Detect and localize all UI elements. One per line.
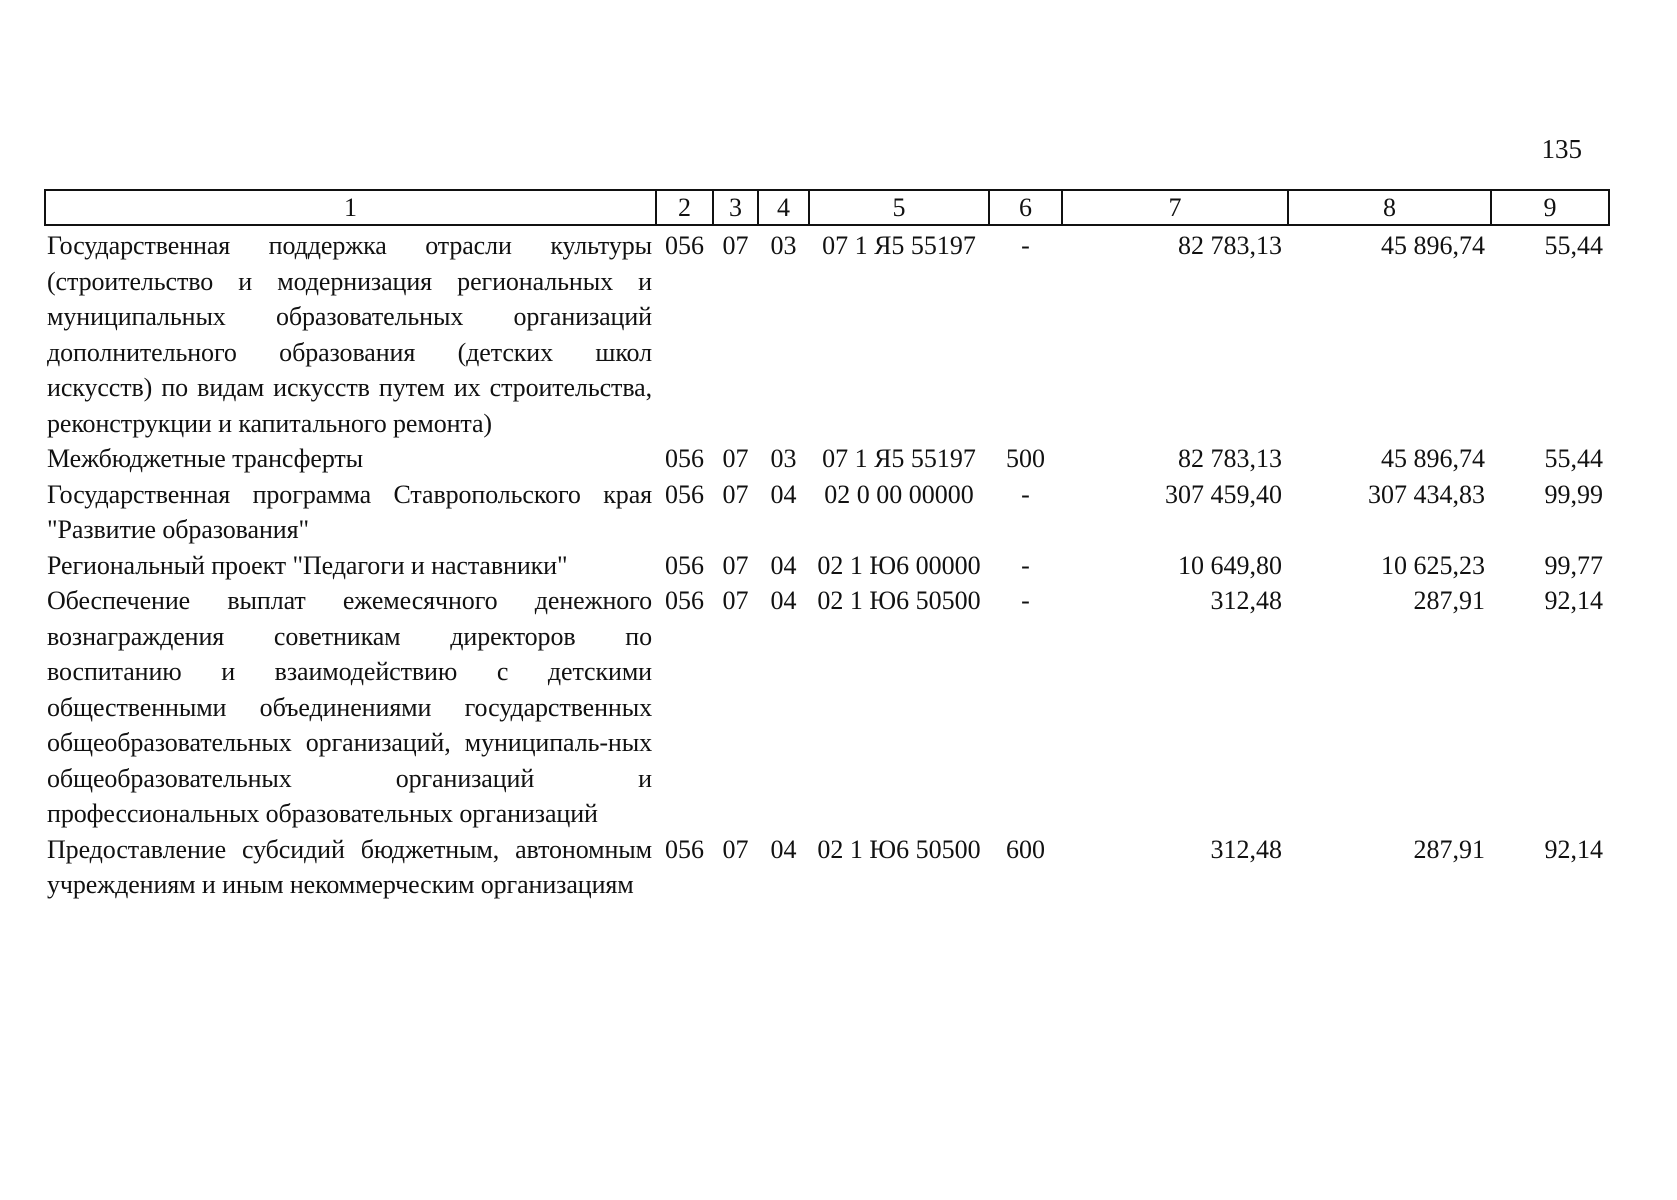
page-number: 135 (1541, 134, 1582, 164)
table-row (45, 477, 1609, 548)
row-col-8: 10 625,23 (1381, 550, 1485, 580)
header-col-9: 9 (1491, 190, 1609, 225)
row-col-2: 056 (665, 444, 704, 473)
header-col-5: 5 (809, 190, 989, 225)
row-col-3: 07 (722, 834, 749, 864)
row-col-8: 287,91 (1413, 586, 1485, 615)
row-col-2: 056 (665, 834, 704, 864)
header-col-4: 4 (758, 190, 809, 225)
row-name: Межбюджетные трансферты (47, 444, 364, 473)
header-col-2: 2 (656, 190, 713, 225)
row-col-5: 07 1 Я5 55197 (822, 444, 976, 473)
row-col-3: 07 (722, 479, 749, 509)
row-col-7: 307 459,40 (1165, 479, 1282, 509)
row-col-5: 07 1 Я5 55197 (822, 231, 976, 260)
row-col-2: 056 (665, 231, 704, 260)
row-col-8: 45 896,74 (1381, 231, 1485, 260)
row-col-9: 55,44 (1544, 444, 1603, 473)
row-col-4: 04 (770, 586, 797, 615)
row-col-6: - (1021, 231, 1030, 260)
row-col-6: - (1021, 479, 1030, 509)
row-col-9: 99,99 (1544, 479, 1603, 509)
header-col-8: 8 (1288, 190, 1491, 225)
row-col-3: 07 (722, 550, 749, 580)
header-col-3: 3 (713, 190, 758, 225)
row-col-4: 04 (770, 550, 797, 580)
row-col-4: 03 (770, 231, 797, 260)
budget-table (44, 189, 1610, 903)
row-name: Государственная программа Ставропольского края "Развитие образования" (47, 479, 652, 544)
table-header (45, 190, 1609, 225)
table-row (45, 548, 1609, 584)
row-name: Предоставление субсидий бюджетным, автономным учреждениям и иным некоммерческим организациям (47, 834, 652, 899)
row-col-2: 056 (665, 550, 704, 580)
row-col-8: 45 896,74 (1381, 444, 1485, 473)
row-name: Обеспечение выплат ежемесячного денежного вознаграждения советникам директоров по воспитанию и взаимодействию с детскими общественными объединениями государственных общеобразовательных организаций, муниципаль-ных общеобразовательных организаций и профессиональных образовательных организаций (47, 586, 652, 828)
row-col-5: 02 1 Ю6 50500 (817, 586, 981, 615)
row-col-5: 02 1 Ю6 00000 (817, 550, 981, 580)
row-col-2: 056 (665, 479, 704, 509)
row-col-9: 99,77 (1544, 550, 1603, 580)
row-col-7: 312,48 (1210, 586, 1282, 615)
row-col-7: 10 649,80 (1178, 550, 1282, 580)
row-col-5: 02 0 00 00000 (824, 479, 974, 509)
row-col-6: 600 (1006, 834, 1045, 864)
table-row (45, 583, 1609, 832)
row-col-9: 92,14 (1544, 834, 1603, 864)
header-row (45, 190, 1609, 225)
row-col-9: 55,44 (1544, 231, 1603, 260)
row-col-3: 07 (722, 231, 749, 260)
row-col-7: 82 783,13 (1178, 444, 1282, 473)
row-col-4: 04 (770, 479, 797, 509)
row-name: Региональный проект "Педагоги и наставники" (47, 550, 568, 580)
row-col-8: 307 434,83 (1368, 479, 1485, 509)
row-col-9: 92,14 (1544, 586, 1603, 615)
table-row (45, 441, 1609, 477)
row-col-3: 07 (722, 586, 749, 615)
row-col-3: 07 (722, 444, 749, 473)
row-col-4: 03 (770, 444, 797, 473)
header-col-1: 1 (45, 190, 656, 225)
header-col-7: 7 (1062, 190, 1288, 225)
table-row (45, 832, 1609, 903)
row-col-6: - (1021, 586, 1030, 615)
table-row (45, 225, 1609, 441)
row-col-4: 04 (770, 834, 797, 864)
row-col-7: 312,48 (1210, 834, 1282, 864)
table-body (45, 225, 1609, 903)
row-col-8: 287,91 (1413, 834, 1485, 864)
row-col-7: 82 783,13 (1178, 231, 1282, 260)
row-col-5: 02 1 Ю6 50500 (817, 834, 981, 864)
row-col-2: 056 (665, 586, 704, 615)
row-col-6: 500 (1006, 444, 1045, 473)
header-col-6: 6 (989, 190, 1062, 225)
row-name: Государственная поддержка отрасли культуры (строительство и модернизация региональных и муниципальных образовательных организаций дополнительного образования (детских школ искусств) по видам искусств путем их строительства, реконструкции и капитального ремонта) (47, 231, 652, 438)
row-col-6: - (1021, 550, 1030, 580)
